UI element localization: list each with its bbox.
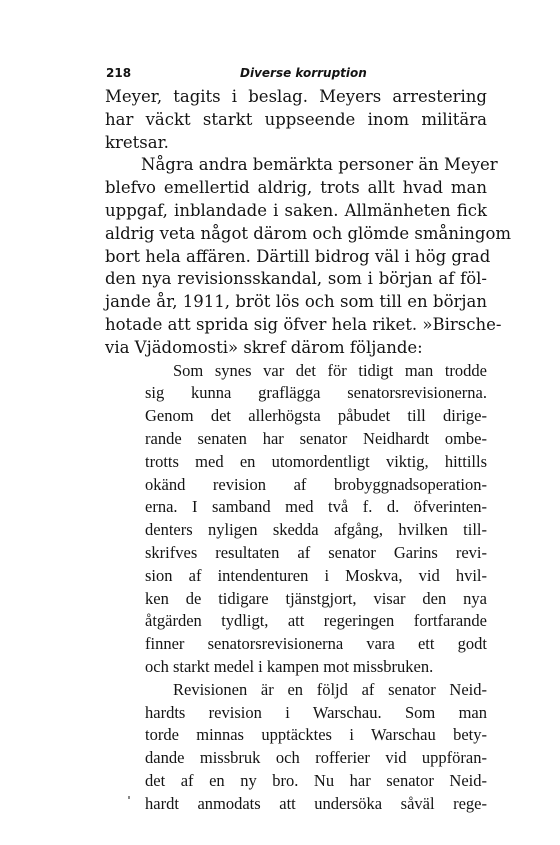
text-line: torde minnas upptäcktes i Warschau bety- xyxy=(145,725,487,745)
text-line: sion af intendenturen i Moskva, vid hvil- xyxy=(145,565,487,585)
text-line: den nya revisionsskandal, som i början af föl- xyxy=(105,269,487,289)
text-line: åtgärden tydligt, att regeringen fortfarande xyxy=(145,611,487,631)
text-line: rande senaten har senator Neidhardt ombe- xyxy=(145,428,487,448)
text-line: Genom det allerhögsta påbudet till dirige- xyxy=(145,406,487,426)
text-line: skrifves resultaten af senator Garins revi- xyxy=(145,542,487,562)
text-line: Som synes var det för tidigt man trodde xyxy=(173,360,487,380)
text-line: ken de tidigare tjänstgjort, visar den nya xyxy=(145,588,487,608)
page-number: 218 xyxy=(106,66,132,80)
body-text xyxy=(105,86,512,816)
text-line: och starkt medel i kampen mot missbruken. xyxy=(145,656,434,676)
text-line: jande år, 1911, bröt lös och som till en början xyxy=(105,292,487,312)
text-line: erna. I samband med två f. d. öfverinten- xyxy=(145,497,487,517)
paragraph-2 xyxy=(105,154,512,359)
text-line: denters nyligen skedda afgång, hvilken till- xyxy=(145,520,487,540)
quote-paragraph-1 xyxy=(145,360,487,679)
text-line: kretsar. xyxy=(105,132,169,152)
text-line: Meyer, tagits i beslag. Meyers arrestering xyxy=(105,87,487,106)
text-line: blefvo emellertid aldrig, trots allt hvad man xyxy=(105,178,487,198)
paragraph-1 xyxy=(105,86,487,154)
text-line: hardt anmodats att undersöka såväl rege- xyxy=(145,793,487,813)
quoted-passage xyxy=(145,360,487,816)
text-line: dande missbruk och rofferier vid uppföran- xyxy=(145,748,487,768)
text-line: det af en ny bro. Nu har senator Neid- xyxy=(145,770,487,790)
running-head: Diverse korruption xyxy=(240,66,367,80)
text-line: hotade att sprida sig öfver hela riket. »Birsche- xyxy=(105,314,502,334)
text-line: finner senatorsrevisionerna vara ett godt xyxy=(145,634,487,654)
text-line: trotts med en utomordentligt viktig, hittills xyxy=(145,451,487,471)
text-line: bort hela affären. Därtill bidrog väl i hög grad xyxy=(105,246,491,266)
text-line: sig kunna graflägga senatorsrevisionerna. xyxy=(145,383,487,403)
text-line: uppgaf, inblandade i saken. Allmänheten fick xyxy=(105,200,487,220)
text-line: hardts revision i Warschau. Som man xyxy=(145,702,487,722)
text-line: via Vjädomosti» skref därom följande: xyxy=(105,337,423,357)
text-line: aldrig veta något därom och glömde småningom xyxy=(105,223,512,243)
scan-speck xyxy=(128,796,130,799)
text-line: Några andra bemärkta personer än Meyer xyxy=(141,155,498,175)
text-line: okänd revision af brobyggnadsoperation- xyxy=(145,474,487,494)
text-line: Revisionen är en följd af senator Neid- xyxy=(173,679,487,699)
quote-paragraph-2 xyxy=(145,679,487,816)
text-line: har väckt starkt uppseende inom militära xyxy=(105,109,487,129)
